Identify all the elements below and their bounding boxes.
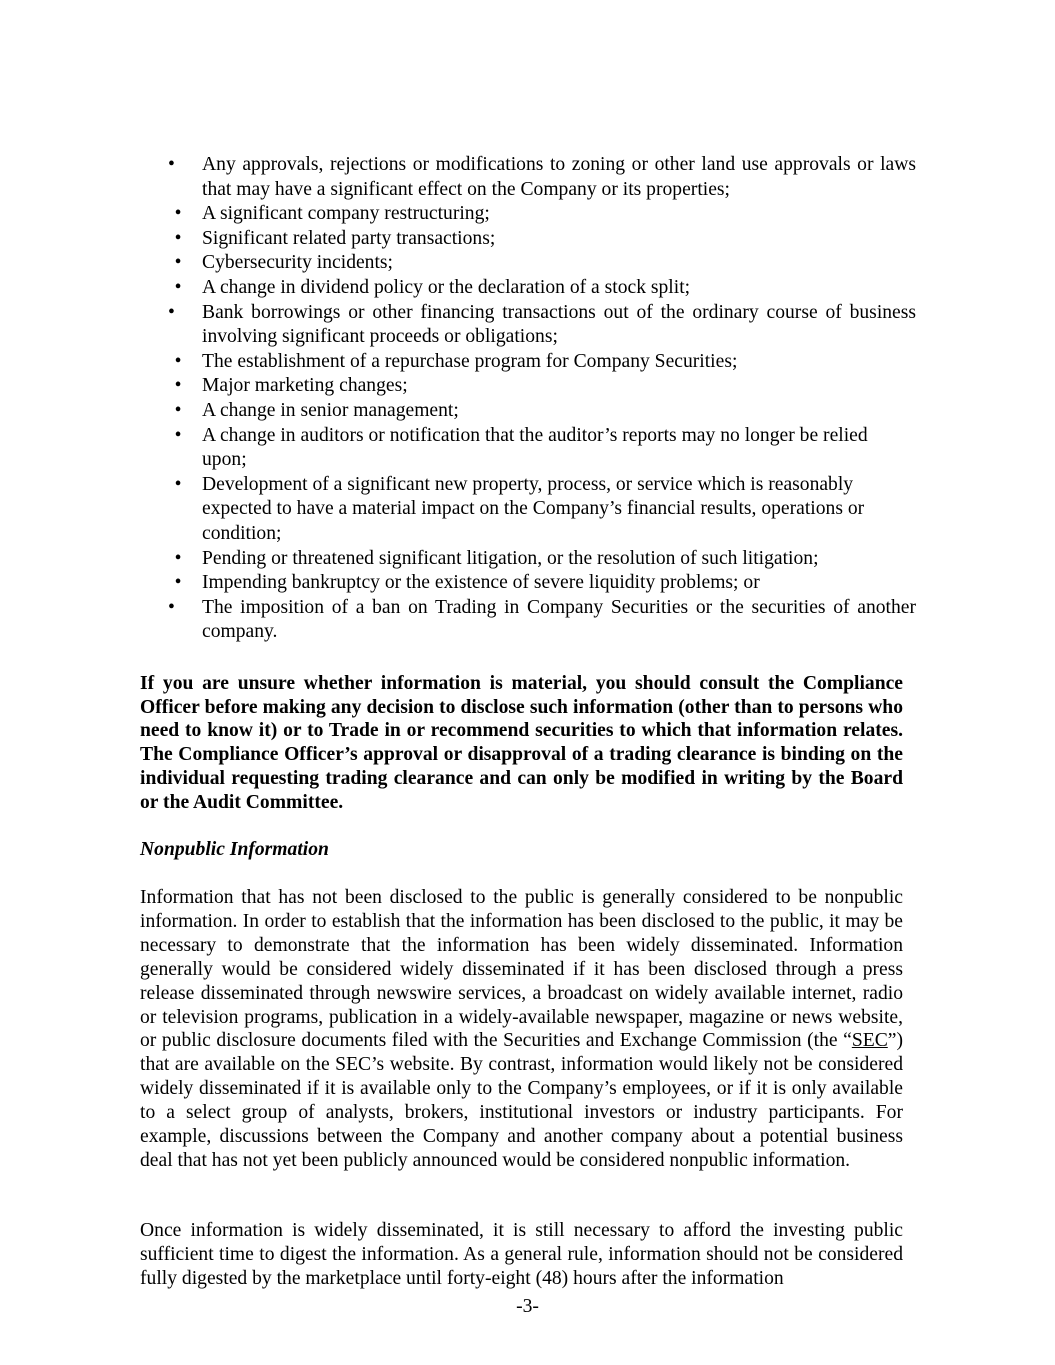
list-item-text: The imposition of a ban on Trading in Company Securities or the securities of another company. — [202, 596, 916, 643]
list-item-text: A significant company restructuring; — [202, 203, 490, 225]
list-item-text: The establishment of a repurchase program for Company Securities; — [202, 350, 738, 372]
list-item-text: Development of a significant new property, process, or service which is reasonably expected to have a material impact on the Company’s financial results, operations or condition; — [202, 473, 865, 544]
list-item — [140, 301, 916, 350]
bullet-icon: • — [174, 424, 182, 446]
paragraph-text: Information that has not been disclosed to the public is generally considered to be nonpublic information. In order to establish that the information has been disclosed to the public, it may be necessary to demonstrate that the information has been widely disseminated. Information generally would be considered widely disseminated if it has been disclosed through a press release disseminated through newswire services, a broadcast on widely available internet, radio or television programs, publication in a widely-available newspaper, magazine or news website, or public disclosure documents filed with the Securities and Exchange Commission (the “ — [140, 887, 903, 1052]
list-item — [140, 374, 916, 399]
list-item-text: Impending bankruptcy or the existence of severe liquidity problems; or — [202, 572, 760, 594]
list-item-text: Cybersecurity incidents; — [202, 252, 393, 274]
bullet-icon: • — [174, 399, 182, 421]
list-item — [140, 153, 916, 202]
bullet-icon: • — [174, 227, 182, 249]
materiality-warning-paragraph: If you are unsure whether information is material, you should consult the Compliance Officer before making any decision to disclose such information (other than to persons who need to know it) or to Trade in or recommend securities to which that information relates. The Compliance Officer’s approval or disapproval of a trading clearance is binding on the individual requesting trading clearance and can only be modified in writing by the Board or the Audit Committee. — [140, 673, 903, 813]
page-number: -3- — [516, 1296, 539, 1317]
list-item-text: Pending or threatened significant litigation, or the resolution of such litigation; — [202, 547, 819, 569]
list-item — [140, 350, 916, 375]
bullet-icon: • — [174, 350, 182, 372]
bullet-icon: • — [174, 252, 182, 274]
bullet-icon: • — [174, 547, 182, 569]
list-item-text: Any approvals, rejections or modifications to zoning or other land use approvals or laws that may have a significant effect on the Company or its properties; — [202, 154, 916, 200]
material-information-examples-list — [140, 153, 916, 645]
list-item — [140, 473, 916, 547]
list-item-text: Bank borrowings or other financing transactions out of the ordinary course of business involving significant proceeds or obligations; — [202, 301, 916, 348]
paragraph-text: ”) that are available on the SEC’s website. By contrast, information would likely not be considered widely disseminated if it is available only to the Company’s employees, or if it is only available to a select group of analysts, brokers, institutional investors or industry participants. For example, discussions between the Company and another company about a potential business deal that has not yet been publicly announced would be considered nonpublic information. — [140, 1030, 903, 1171]
bullet-icon: • — [168, 596, 175, 618]
list-item-text: Significant related party transactions; — [202, 227, 496, 249]
bullet-icon: • — [168, 154, 175, 175]
bullet-icon: • — [174, 276, 182, 298]
list-item-text: A change in dividend policy or the declaration of a stock split; — [202, 276, 691, 298]
sec-defined-term: SEC — [851, 1030, 888, 1052]
dissemination-paragraph: Once information is widely disseminated, it is still necessary to afford the investing public sufficient time to digest the information. As a general rule, information should not be considered fully digested by the marketplace until forty-eight (48) hours after the information — [140, 1220, 903, 1289]
bullet-icon: • — [174, 375, 182, 397]
bullet-icon: • — [174, 572, 182, 594]
list-item — [140, 424, 916, 473]
list-item — [140, 399, 916, 424]
list-item — [140, 202, 916, 227]
list-item — [140, 596, 916, 645]
list-item — [140, 571, 916, 596]
list-item — [140, 276, 916, 301]
list-item — [140, 547, 916, 572]
list-item-text: A change in auditors or notification that the auditor’s reports may no longer be relied upon; — [202, 424, 868, 471]
list-item — [140, 227, 916, 252]
bullet-icon: • — [174, 203, 182, 225]
nonpublic-information-paragraph — [140, 886, 903, 1173]
section-heading: Nonpublic Information — [140, 839, 329, 860]
bullet-icon: • — [168, 301, 175, 323]
list-item-text: Major marketing changes; — [202, 375, 408, 397]
bullet-icon: • — [174, 473, 182, 495]
list-item-text: A change in senior management; — [202, 399, 459, 421]
list-item — [140, 251, 916, 276]
